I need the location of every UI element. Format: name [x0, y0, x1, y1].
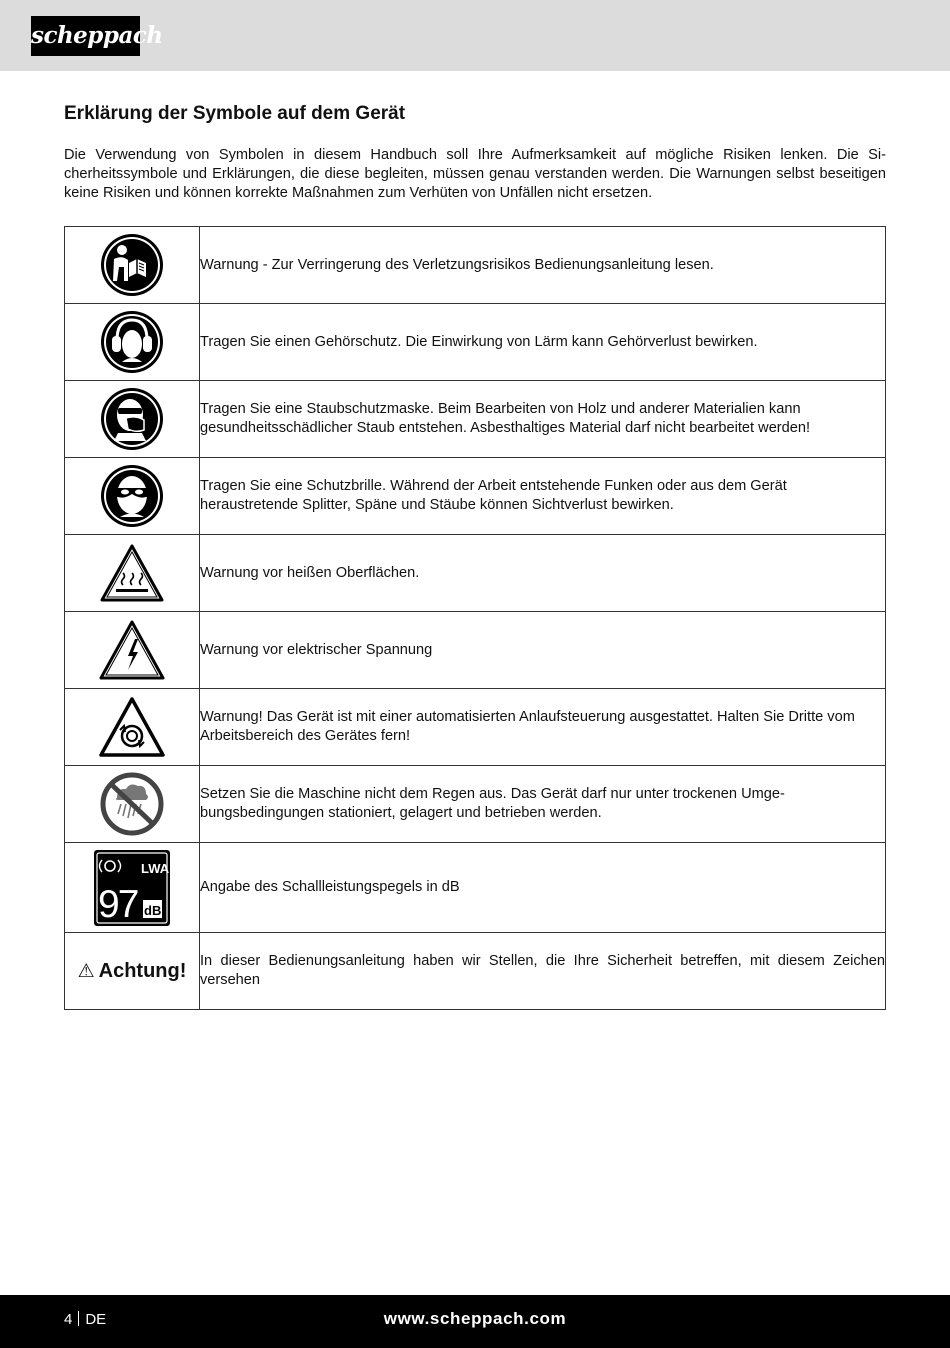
table-row [65, 766, 886, 843]
achtung-label [78, 960, 187, 983]
icon-cell [65, 843, 200, 933]
symbol-description: Setzen Sie die Maschine nicht dem Regen aus. Das Gerät darf nur unter trockenen Umge-bungsbedingungen stationiert, gelagert und betrieben werden. [200, 766, 886, 843]
sound-level-value: 97 [98, 882, 138, 926]
table-row [65, 458, 886, 535]
symbol-description: Warnung vor heißen Oberflächen. [200, 535, 886, 612]
icon-cell [65, 766, 200, 843]
automatic-start-icon [98, 696, 166, 758]
symbol-description: Warnung! Das Gerät ist mit einer automatisierten Anlaufsteuerung ausgestattet. Halten Sie Dritte vom Arbeitsbereich des Gerätes fern! [200, 689, 886, 766]
icon-cell [65, 689, 200, 766]
sound-level-label: LWA [141, 860, 170, 876]
electric-voltage-icon [98, 619, 166, 681]
safety-goggles-icon [100, 464, 164, 528]
table-row [65, 933, 886, 1010]
icon-cell [65, 227, 200, 304]
table-row [65, 843, 886, 933]
no-rain-icon [99, 771, 165, 837]
icon-cell [65, 933, 200, 1010]
symbol-description: Tragen Sie einen Gehörschutz. Die Einwirkung von Lärm kann Gehörverlust bewirken. [200, 304, 886, 381]
footer-band [0, 1295, 950, 1348]
symbol-description: Warnung - Zur Verringerung des Verletzungsrisikos Bedienungsanleitung lesen. [200, 227, 886, 304]
sound-level-unit: dB [144, 902, 162, 918]
language-code: DE [85, 1311, 107, 1328]
read-manual-icon [100, 233, 164, 297]
hearing-protection-icon [100, 310, 164, 374]
icon-cell [65, 458, 200, 535]
icon-cell [65, 612, 200, 689]
symbol-description: Tragen Sie eine Schutzbrille. Während der Arbeit entstehende Funken oder aus dem Gerät heraustretende Splitter, Späne und Stäube können Sichtverlust bewirken. [200, 458, 886, 535]
symbol-description: Warnung vor elektrischer Spannung [200, 612, 886, 689]
section-title: Erklärung der Symbole auf dem Gerät [64, 103, 406, 124]
page-number: 4 [64, 1311, 73, 1328]
warning-triangle-icon: ⚠ [77, 960, 95, 982]
header-band [0, 0, 950, 71]
icon-cell [65, 304, 200, 381]
website-link[interactable]: www.scheppach.com [383, 1309, 567, 1328]
symbol-description: Angabe des Schallleistungspegels in dB [200, 843, 886, 933]
icon-cell [65, 535, 200, 612]
icon-cell [65, 381, 200, 458]
symbol-description: Tragen Sie eine Staubschutzmaske. Beim Bearbeiten von Holz und anderer Materialien kann gesundheitsschädlicher Staub entstehen. Asbesthaltiges Material darf nicht bearbeitet werden! [200, 381, 886, 458]
table-row [65, 612, 886, 689]
dust-mask-icon [100, 387, 164, 451]
table-row [65, 535, 886, 612]
hot-surface-icon [99, 543, 165, 603]
symbol-description: In dieser Bedienungsanleitung haben wir Stellen, die Ihre Sicherheit betreffen, mit diesem Zeichen versehen [200, 933, 886, 1010]
table-row [65, 227, 886, 304]
table-row [65, 304, 886, 381]
brand-logo: scheppach [31, 16, 140, 56]
table-row [65, 381, 886, 458]
sound-power-level-icon [93, 849, 171, 927]
achtung-text: Achtung! [98, 959, 187, 982]
intro-paragraph: Die Verwendung von Symbolen in diesem Handbuch soll Ihre Aufmerksamkeit auf mögliche Risiken lenken. Die Si-cherheitssymbole und Erklärungen, die diese begleiten, müssen genau verstanden werden. Die Warnungen selbst beseitigen keine Risiken und können korrekte Maßnahmen zum Verhüten von Unfällen nicht ersetzen. [64, 147, 886, 201]
symbols-table [64, 226, 886, 1010]
table-row [65, 689, 886, 766]
